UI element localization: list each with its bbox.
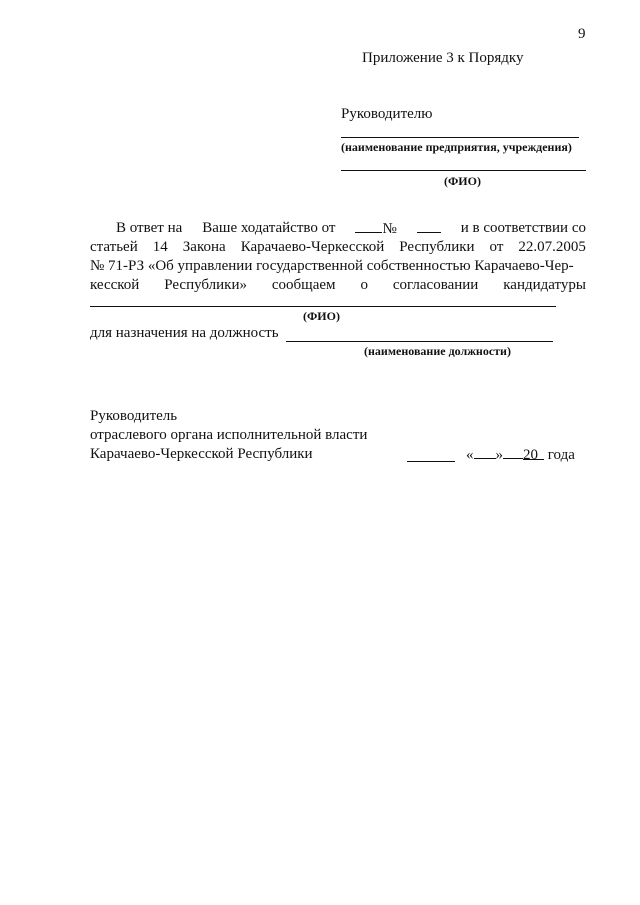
body-word: кандидатуры: [503, 277, 586, 293]
year-suffix: года: [547, 447, 575, 463]
year-field: [523, 446, 544, 463]
day-blank-line: [474, 445, 496, 459]
body-word: кесской: [90, 277, 140, 293]
signature-title-line-1: Руководитель: [90, 408, 178, 424]
position-caption: (наименование должности): [364, 344, 511, 358]
body-text: и в соответствии со: [460, 220, 586, 236]
addressee-fio-blank-line: [341, 170, 586, 171]
body-line-2: [90, 238, 586, 256]
year-century: 20: [523, 447, 538, 463]
body-word: Республики»: [164, 277, 247, 293]
body-word: от: [489, 239, 504, 255]
position-blank-line: [286, 341, 553, 342]
page-number: 9: [578, 26, 586, 42]
month-blank-line: [503, 445, 523, 459]
position-label: для назначения на должность: [90, 325, 279, 341]
addressee-label: Руководителю: [341, 106, 433, 122]
body-word: 14: [152, 239, 168, 255]
number-blank-line: [417, 219, 441, 233]
number-sign: №: [382, 221, 397, 237]
body-word: Республики: [399, 239, 475, 255]
addressee-fio-caption: (ФИО): [444, 174, 481, 188]
body-text: Ваше ходатайство от: [202, 220, 336, 236]
candidate-fio-blank-line: [90, 306, 556, 307]
date-field: [466, 445, 575, 464]
date-blank: [355, 219, 396, 238]
appendix-title: Приложение 3 к Порядку: [362, 50, 524, 66]
body-text: В ответ на: [116, 220, 183, 236]
body-line-3: № 71-РЗ «Об управлении государственной собственностью Карачаево-Чер-: [90, 258, 574, 274]
body-word: статьей: [90, 239, 138, 255]
body-word: Закона: [182, 239, 226, 255]
organization-blank-line: [341, 137, 579, 138]
date-blank-line: [355, 219, 382, 233]
signature-blank-line: [407, 461, 455, 462]
open-quote: «: [466, 447, 474, 463]
close-quote: »: [495, 447, 503, 463]
signature-title-line-2: отраслевого органа исполнительной власти: [90, 427, 368, 443]
signature-title-line-3: Карачаево-Черкесской Республики: [90, 446, 313, 462]
body-word: Карачаево-Черкесской: [240, 239, 385, 255]
body-line-4: [90, 276, 586, 294]
law-date: 22.07.2005: [518, 239, 586, 255]
body-line-1: [116, 219, 586, 238]
candidate-fio-caption: (ФИО): [303, 309, 340, 323]
body-word: о: [360, 277, 368, 293]
body-word: согласовании: [392, 277, 479, 293]
organization-caption: (наименование предприятия, учреждения): [341, 140, 572, 154]
body-word: сообщаем: [271, 277, 336, 293]
